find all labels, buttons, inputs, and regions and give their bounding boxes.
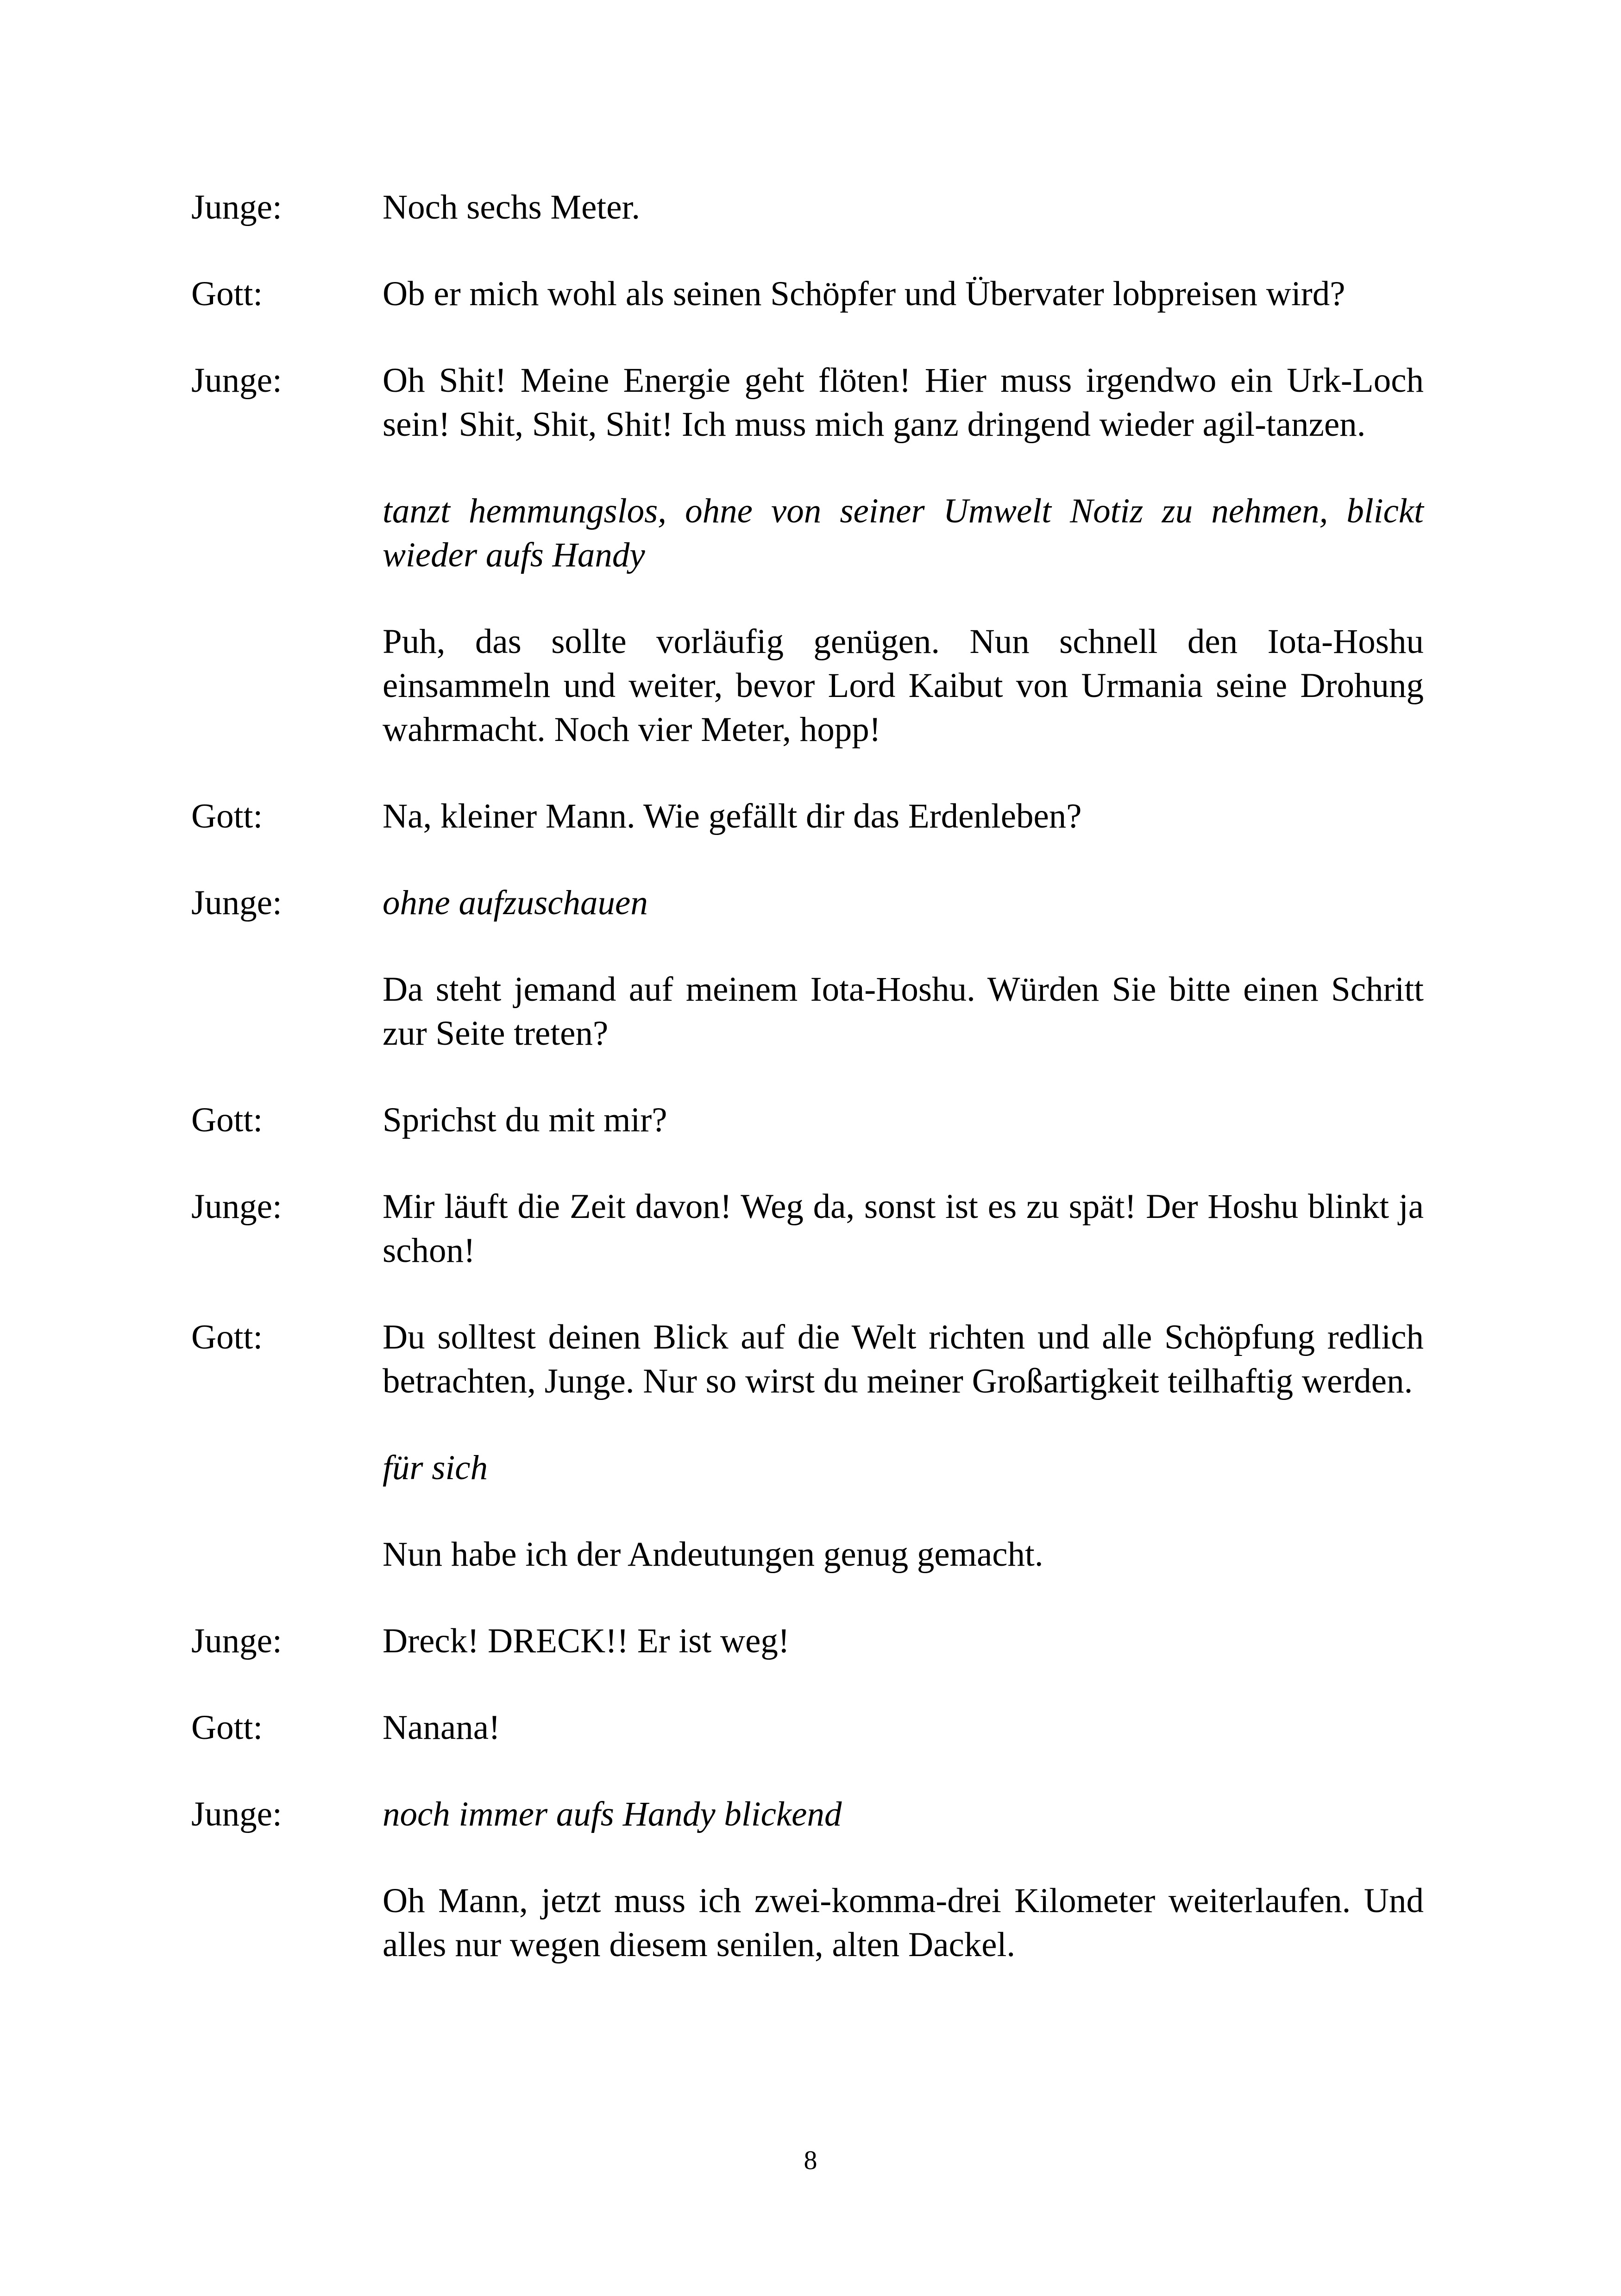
speaker-name: Junge: <box>191 1622 282 1660</box>
dialogue-line: Ob er mich wohl als seinen Schöpfer und Übervater lobpreisen wird? <box>383 275 1345 313</box>
dialogue-line: Puh, das sollte vorläufig genügen. Nun schnell den Iota-Hoshu einsammeln und weiter, bevor Lord Kaibut von Urmania seine Drohung wahrmacht. Noch vier Meter, hopp! <box>383 622 1424 749</box>
dialogue-line: Du solltest deinen Blick auf die Welt richten und alle Schöpfung redlich betrachten, Junge. Nur so wirst du meiner Großartigkeit teilhaftig werden. <box>383 1318 1424 1400</box>
speaker-name: Junge: <box>191 884 282 922</box>
dialogue-line: Mir läuft die Zeit davon! Weg da, sonst ist es zu spät! Der Hoshu blinkt ja schon! <box>383 1187 1424 1270</box>
speech-text <box>383 358 1424 752</box>
dialogue-block <box>191 794 1423 838</box>
dialogue-line: Dreck! DRECK!! Er ist weg! <box>383 1622 790 1660</box>
speech-text <box>383 1706 1424 1750</box>
page-number: 8 <box>804 2145 817 2175</box>
script-dialogue <box>191 185 1423 2009</box>
dialogue-block <box>191 881 1423 1055</box>
stage-direction: ohne aufzuschauen <box>383 884 648 922</box>
speech-text <box>383 881 1424 1055</box>
dialogue-line: Oh Mann, jetzt muss ich zwei-komma-drei Kilometer weiterlaufen. Und alles nur wegen diesem senilen, alten Dackel. <box>383 1882 1424 1964</box>
speaker-name: Junge: <box>191 361 282 400</box>
stage-direction: noch immer aufs Handy blickend <box>383 1795 842 1833</box>
speech-text <box>383 1315 1424 1576</box>
dialogue-line: Nanana! <box>383 1708 501 1747</box>
speech-text <box>383 1792 1424 1967</box>
dialogue-block <box>191 1098 1423 1142</box>
dialogue-line: Na, kleiner Mann. Wie gefällt dir das Erdenleben? <box>383 797 1082 835</box>
dialogue-line: Noch sechs Meter. <box>383 188 641 226</box>
dialogue-line: Da steht jemand auf meinem Iota-Hoshu. Würden Sie bitte einen Schritt zur Seite treten? <box>383 970 1424 1053</box>
speaker-name: Junge: <box>191 1795 282 1833</box>
speech-text <box>383 794 1424 838</box>
dialogue-block <box>191 1792 1423 1967</box>
speech-text <box>383 1619 1424 1663</box>
speech-text <box>383 272 1424 316</box>
stage-direction: tanzt hemmungslos, ohne von seiner Umwelt Notiz zu nehmen, blickt wieder aufs Handy <box>383 492 1424 574</box>
speech-text <box>383 1098 1424 1142</box>
speaker-name: Junge: <box>191 188 282 226</box>
dialogue-block <box>191 1315 1423 1576</box>
speaker-name: Gott: <box>191 275 263 313</box>
speaker-name: Gott: <box>191 1101 263 1139</box>
speech-text <box>383 1185 1424 1273</box>
speaker-name: Junge: <box>191 1187 282 1226</box>
dialogue-block <box>191 358 1423 752</box>
speaker-name: Gott: <box>191 1318 263 1356</box>
dialogue-line: Oh Shit! Meine Energie geht flöten! Hier muss irgendwo ein Urk-Loch sein! Shit, Shit, Shit! Ich muss mich ganz dringend wieder agil-tanzen. <box>383 361 1424 444</box>
speech-text <box>383 185 1424 229</box>
speaker-name: Gott: <box>191 797 263 835</box>
dialogue-block <box>191 272 1423 316</box>
dialogue-block <box>191 185 1423 229</box>
dialogue-block <box>191 1185 1423 1273</box>
dialogue-block <box>191 1619 1423 1663</box>
dialogue-line: Sprichst du mit mir? <box>383 1101 667 1139</box>
dialogue-line: Nun habe ich der Andeutungen genug gemacht. <box>383 1535 1043 1574</box>
dialogue-block <box>191 1706 1423 1750</box>
speaker-name: Gott: <box>191 1708 263 1747</box>
stage-direction: für sich <box>383 1449 488 1487</box>
